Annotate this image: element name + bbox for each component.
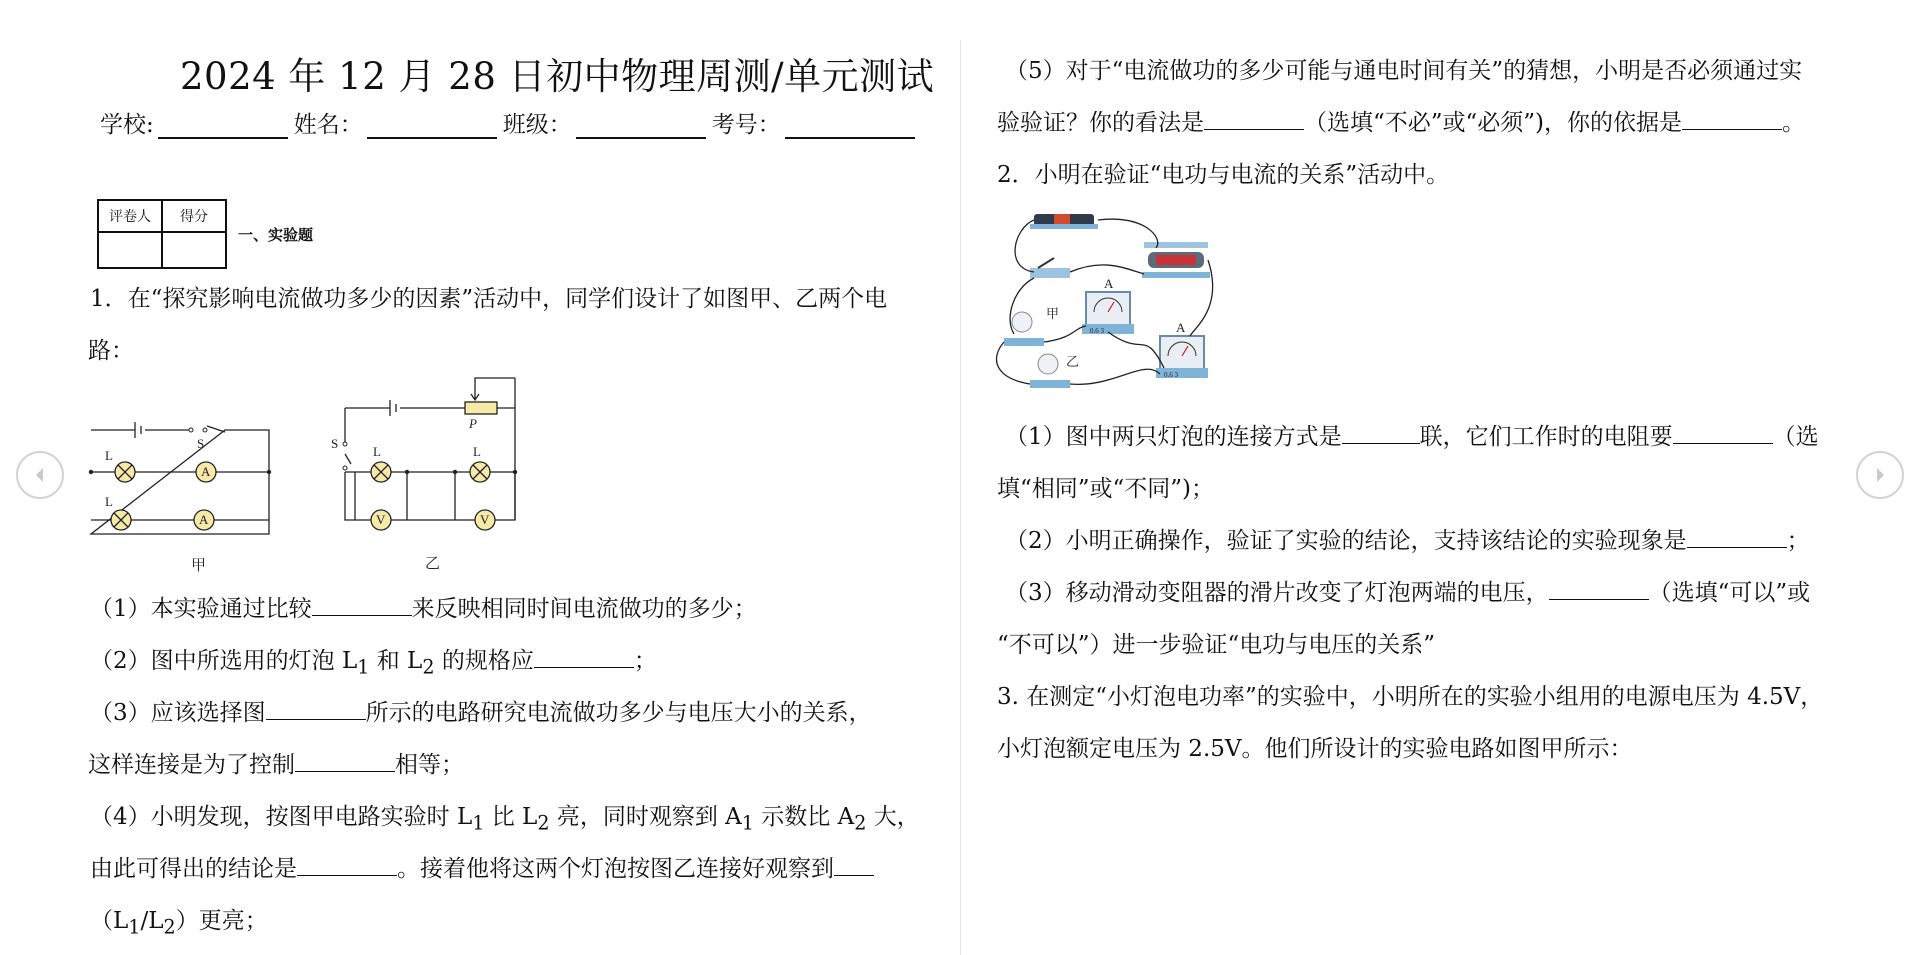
q1-part4-line2 [90, 850, 874, 883]
q2-part2 [1005, 522, 1810, 555]
ammeter-a1-label: A [201, 464, 211, 479]
q2-part3-line2: “不可以”）进一步验证“电功与电压的关系” [997, 632, 1436, 658]
score-cell [162, 232, 226, 268]
sub-1: 1 [472, 811, 485, 835]
exam-no-blank[interactable] [785, 111, 915, 139]
q1-part4-text-e: 大， [866, 804, 920, 830]
school-label: 学校: [100, 112, 154, 138]
q2-part2-text-a: （2）小明正确操作，验证了实验的结论，支持该结论的实验现象是 [1005, 528, 1687, 554]
page-title: 2024 年 12 月 28 日初中物理周测/单元测试 [180, 55, 935, 98]
q3-line2: 小灯泡额定电压为 2.5V。他们所设计的实验电路如图甲所示： [997, 736, 1633, 762]
q1-part1-blank[interactable] [312, 593, 412, 616]
switch-s-label: S [197, 436, 205, 451]
q1-part3-text-c: 这样连接是为了控制 [88, 752, 295, 778]
circuit-diagram-yi [325, 372, 535, 582]
right-page [961, 0, 1920, 955]
section-heading: 一、实验题 [238, 226, 314, 244]
q1-part1-text-a: （1）本实验通过比较 [90, 596, 312, 622]
slider-p-label: P [469, 416, 477, 431]
circuit-diagram-jia [85, 410, 285, 580]
q1-stem-line2: 路： [88, 338, 134, 364]
q1-part3-blank-2[interactable] [295, 749, 395, 772]
name-label: 姓名： [293, 112, 363, 138]
name-blank[interactable] [367, 111, 497, 139]
apparatus-a1-scale: 0.6 3 [1090, 327, 1104, 335]
ammeter-a2-label: A [199, 512, 209, 527]
q1-part3-text-b: 所示的电路研究电流做功多少与电压大小的关系， [365, 700, 872, 726]
q1-part2-text-b: 和 L [369, 648, 423, 674]
apparatus-jia-label: 甲 [1046, 306, 1060, 321]
q1-part3-line2 [88, 746, 464, 779]
q1-part4-line1 [90, 798, 920, 835]
apparatus-a2-scale: 0.6 3 [1164, 371, 1178, 379]
q1-part4-text-b: 比 L [484, 804, 538, 830]
class-blank[interactable] [576, 111, 706, 139]
lamp-l1-label-yi: L [373, 444, 381, 459]
q2-part3-text-b: （选填“可以”或 [1648, 580, 1811, 606]
q1-part4-text-a: （4）小明发现，按图甲电路实验时 L [90, 804, 473, 830]
q2-part3-blank[interactable] [1549, 577, 1649, 600]
switch-s-label-yi: S [331, 436, 339, 451]
sub-2: 2 [163, 915, 176, 939]
school-blank[interactable] [158, 111, 288, 139]
q1-part4-text-d: 示数比 A [753, 804, 855, 830]
q1-part4-blank-2[interactable] [834, 853, 874, 876]
reviewer-header: 评卷人 [98, 200, 162, 232]
prev-page-button[interactable] [16, 451, 64, 499]
q1-part3-text-a: （3）应该选择图 [90, 700, 266, 726]
reviewer-cell [98, 232, 162, 268]
q1-stem-line1: 1．在“探究影响电流做功多少的因素”活动中，同学们设计了如图甲、乙两个电 [90, 286, 888, 312]
class-label: 班级： [502, 112, 572, 138]
q1-part4-blank-1[interactable] [297, 853, 397, 876]
next-page-button[interactable] [1856, 451, 1904, 499]
chevron-right-icon [1870, 465, 1890, 485]
q1-part2 [90, 642, 657, 679]
student-info-row [100, 106, 921, 139]
sub-1: 1 [128, 915, 141, 939]
q2-stem: 2．小明在验证“电功与电流的关系”活动中。 [997, 162, 1450, 188]
q1-part3-text-d: 相等； [395, 752, 464, 778]
q1-part4-text-j: ）更亮； [175, 908, 268, 934]
q2-part3-text-a: （3）移动滑动变阻器的滑片改变了灯泡两端的电压， [1005, 580, 1549, 606]
lamp-l2-label-yi: L [473, 444, 481, 459]
q1-part5-text-b: 验验证？你的看法是 [997, 110, 1204, 136]
q2-part2-blank[interactable] [1687, 525, 1787, 548]
q2-part1-line2: 填“相同”或“不同”)； [997, 476, 1215, 502]
q1-part5-blank-2[interactable] [1682, 107, 1782, 130]
q1-part5-line1: （5）对于“电流做功的多少可能与通电时间有关”的猜想，小明是否必须通过实 [1005, 58, 1803, 84]
q1-part2-text-d: ； [633, 648, 657, 674]
chevron-left-icon [30, 465, 50, 485]
sub-2: 2 [854, 811, 867, 835]
q1-part4-text-f: 由此可得出的结论是 [90, 856, 297, 882]
lamp-l1-label: L [105, 448, 113, 463]
q1-part5-line2 [997, 104, 1805, 137]
q3-line1: 3. 在测定“小灯泡电功率”的实验中，小明所在的实验小组用的电源电压为 4.5V， [997, 684, 1824, 710]
sub-1: 1 [357, 655, 370, 679]
figure-jia-caption: 甲 [191, 558, 207, 574]
sub-2: 2 [537, 811, 550, 835]
q1-part1-text-b: 来反映相同时间电流做功的多少； [411, 596, 757, 622]
q2-part1-text-b: 联，它们工作时的电阻要 [1419, 424, 1673, 450]
sub-2: 2 [422, 655, 435, 679]
q1-part1 [90, 590, 757, 623]
q2-part1-text-a: （1）图中两只灯泡的连接方式是 [1005, 424, 1342, 450]
apparatus-a1-label: A [1104, 276, 1114, 291]
q2-part2-text-b: ； [1786, 528, 1810, 554]
q1-part4-text-c: 亮，同时观察到 A [549, 804, 742, 830]
score-header: 得分 [162, 200, 226, 232]
q2-part3-line1 [1005, 574, 1810, 607]
q2-part1-text-c: （选 [1772, 424, 1819, 450]
q2-part1-line1 [1005, 418, 1819, 451]
q1-part3-blank-1[interactable] [266, 697, 366, 720]
voltmeter-v1-label: V [376, 512, 386, 527]
score-table [97, 199, 227, 269]
q1-part5-text-d: 。 [1782, 110, 1806, 136]
lamp-l2-label: L [105, 494, 113, 509]
q1-part5-blank-1[interactable] [1204, 107, 1304, 130]
apparatus-a2-label: A [1176, 320, 1186, 335]
q1-part2-blank[interactable] [534, 645, 634, 668]
q1-part4-text-g: 。接着他将这两个灯泡按图乙连接好观察到 [397, 856, 834, 882]
voltmeter-v2-label: V [480, 512, 490, 527]
q1-part3-line1 [90, 694, 872, 727]
q1-part2-text-c: 的规格应 [434, 648, 534, 674]
sub-1: 1 [741, 811, 754, 835]
q2-part1-blank-2[interactable] [1673, 421, 1773, 444]
q2-part1-blank-1[interactable] [1342, 421, 1420, 444]
q1-part4-text-h: （L [90, 908, 129, 934]
apparatus-yi-label: 乙 [1066, 354, 1080, 369]
apparatus-figure [994, 208, 1224, 398]
exam-no-label: 考号： [711, 112, 781, 138]
q1-part4-text-i: /L [140, 908, 164, 934]
q1-part4-line3 [90, 902, 268, 939]
q1-part5-text-c: （选填“不必”或“必须”)，你的依据是 [1304, 110, 1683, 136]
figure-yi-caption: 乙 [425, 556, 441, 572]
q1-part2-text-a: （2）图中所选用的灯泡 L [90, 648, 358, 674]
